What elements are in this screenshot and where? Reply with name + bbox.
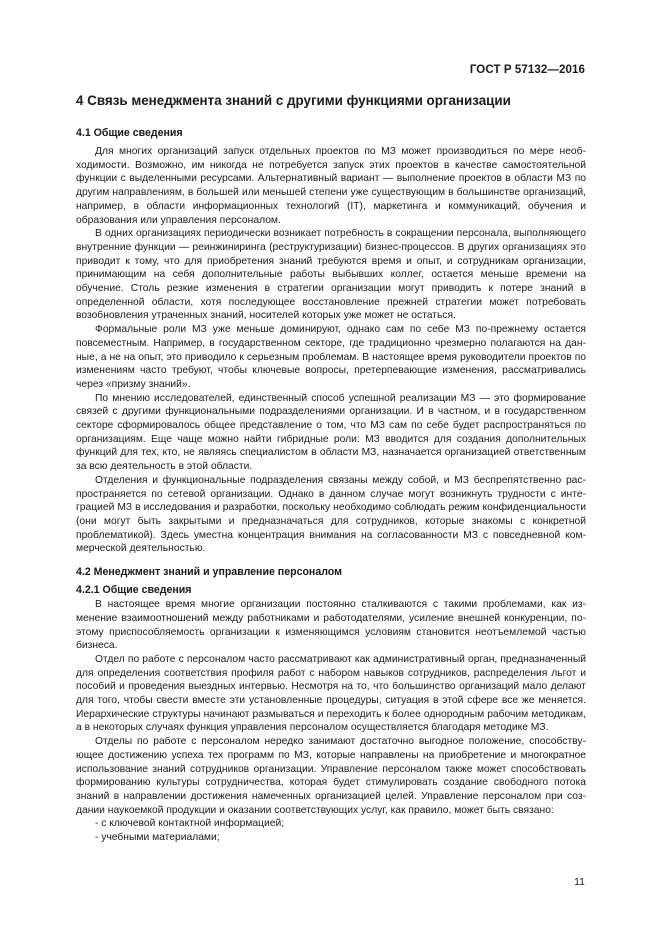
- subsection-4-2-title: 4.2 Менеджмент знаний и управление персоналом: [76, 566, 342, 579]
- paragraph: Отдел по работе с персоналом часто рассматривают как административный орган, предназначенный для определения соответствия профиля работ с набором навыков сотрудников, распределения льгот и пособий и проведения выездных интервью. Несмотря на то, что большинство организаций мало делают для того, чтобы свести вместе эти установленные процедуры, ситуация в этой сфере все же меняется. Иерархические структуры начинают размываться и переходить к более однородным рабочим методикам, а в некоторых случаях функция управления персоналом осуществляется благодаря методике МЗ.: [76, 653, 586, 734]
- page-content: [76, 93, 586, 845]
- paragraph: По мнению исследователей, единственный способ успешной реализации МЗ — это формирование связей с другими функциональными подразделениями организации. И в частном, и в государственном секторе сформировалось общее представление о том, что МЗ сам по себе будет распространяться по организациям. Еще чаще можно найти гибридные роли: МЗ вводится для создания дополнительных функций для тех, кто, не являясь специалистом в области МЗ, назначается организацией ответственным за всю деятельность в этой области.: [76, 392, 586, 473]
- page-number: 11: [574, 876, 585, 888]
- paragraph: В настоящее время многие организации постоянно сталкиваются с такими проблемами, как изменение взаимоотношений между работниками и работодателями, усиление внешней конкуренции, поэтому приспособляемость организации к изменяющимся условиям становится неотъемлемой частью бизнеса.: [76, 599, 586, 652]
- paragraph: В одних организациях периодически возникает потребность в сокращении персонала, выполняющего внутренние функции — реинжиниринга (реструктуризации) бизнес-процессов. В других организациях это приводит к тому, что для приобретения знаний требуются время и опыт, и сотрудникам организации, принимающим на себя дополнительные работы выбывших коллег, остается меньше времени на обучение. Столь резкие изменения в стратегии организации могут приводить к потере знаний в определенной области, хотя последующее восстановление прежней стратегии может потребовать возобновления утраченных знаний, носителей которых уже может не остаться.: [76, 228, 586, 322]
- section-title: 4 Связь менеджмента знаний с другими функциями организации: [76, 93, 511, 108]
- paragraph: Отделения и функциональные подразделения связаны между собой, и МЗ беспрепятственно распространяется по сетевой организации. Однако в данном случае могут возникнуть трудности с интеграцией МЗ в исследования и разработки, поскольку необходимо соблюдать режим конфиденциальности (они могут быть закрытыми и предназначаться для сотрудников, которые знакомы с конкретной проблематикой). Здесь уместна концентрация внимания на согласованности МЗ с повседневной коммерческой деятельностью.: [76, 474, 586, 555]
- list-item: - с ключевой контактной информацией;: [95, 818, 285, 830]
- subsection-4-2-1-title: 4.2.1 Общие сведения: [76, 584, 192, 597]
- paragraph: Для многих организаций запуск отдельных проектов по МЗ может производиться по мере необходимости. Возможно, им никогда не потребуется запуск этих проектов в качестве самостоятельной функции с выделенными ресурсами. Альтернативный вариант — выполнение проектов в области МЗ по другим направлениям, в большей или меньшей степени уже существующим в большинстве организаций, например, в области информационных технологий (IT), маркетинга и коммуникаций, обучения и образования или управления персоналом.: [76, 146, 586, 226]
- list-item: - учебными материалами;: [95, 832, 220, 844]
- document-code: ГОСТ Р 57132—2016: [469, 64, 585, 76]
- paragraph: Формальные роли МЗ уже меньше доминируют, однако сам по себе МЗ по-прежнему остается повсеместным. Например, в государственном секторе, где традиционно чрезмерно полагаются на данные, а не на опыт, это приводило к серьезным проблемам. В настоящее время руководители проектов по изменениям часто требуют, чтобы ключевые вопросы, претерпевающие изменения, рассматривались через «призму знаний».: [76, 324, 586, 390]
- paragraph: Отделы по работе с персоналом нередко занимают достаточно выгодное положение, способствующее достижению успеха тех программ по МЗ, которые направлены на приобретение и многократное использование знаний сотрудников организации. Управление персоналом также может способствовать формированию культуры сотрудничества, которая будет стимулировать создание свободного потока знаний в направлении достижения намеченных организацией целей. Управление персоналом при создании наукоемкой продукции и оказании соответствующих услуг, как правило, может быть связано:: [76, 736, 586, 816]
- subsection-4-1-title: 4.1 Общие сведения: [76, 127, 183, 139]
